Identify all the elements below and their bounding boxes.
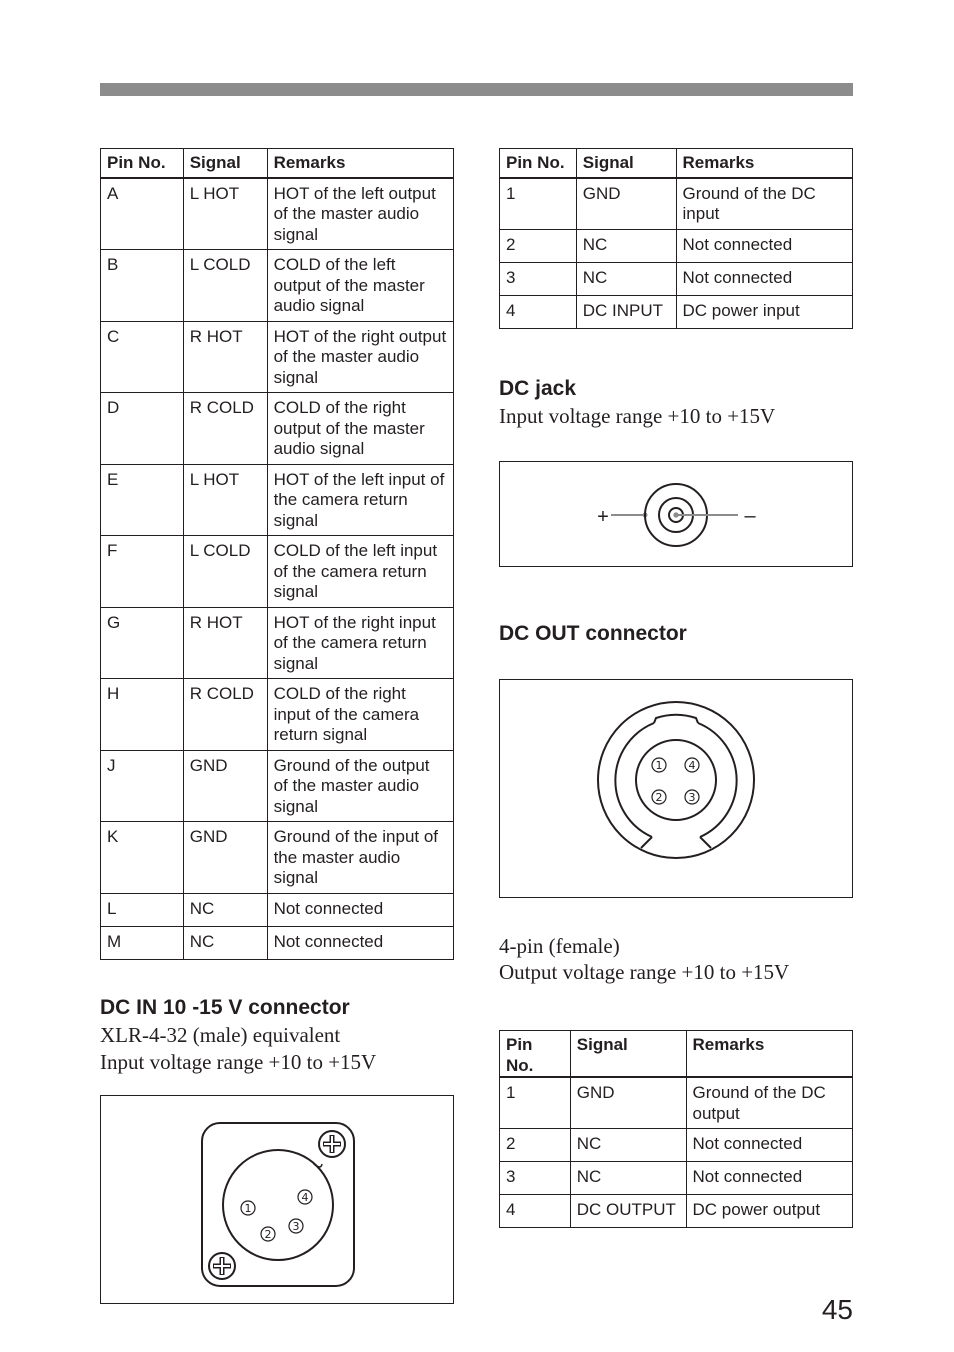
dc-jack-diagram [500,462,852,566]
dc-jack-line1: Input voltage range +10 to +15V [499,404,776,428]
remarks-cell: HOT of the left input of the camera return signal [267,464,453,536]
remarks-cell: HOT of the left output of the master audio signal [267,178,453,250]
remarks-cell: Not connected [676,229,852,262]
top-rule-bar [100,83,853,96]
pin-label: 1 [244,1202,252,1215]
header-pin: Pin No. [500,149,577,178]
dc-in-pin-table [499,148,853,329]
remarks-cell: COLD of the left output of the master audio signal [267,250,453,322]
dc-out-pin-table [499,1030,853,1228]
signal-cell: L HOT [183,178,267,250]
pin-cell: A [101,178,184,250]
table-row [101,607,454,679]
signal-cell: NC [576,229,676,262]
table-row [500,1129,853,1162]
xlr-connector-diagram [101,1096,453,1303]
pin-label: 4 [688,759,696,772]
signal-cell: NC [570,1129,686,1162]
table-row [101,679,454,751]
remarks-cell: Not connected [676,262,852,295]
remarks-cell: Not connected [267,926,453,959]
table-row [101,750,454,822]
pin-cell: M [101,926,184,959]
signal-cell: NC [183,926,267,959]
remarks-cell: Ground of the DC input [676,178,852,230]
table-row [101,250,454,322]
plus-symbol: + [597,506,609,528]
table-row [500,1162,853,1195]
table-row [500,229,853,262]
remarks-cell: Not connected [686,1129,852,1162]
signal-cell: L COLD [183,536,267,608]
signal-cell: GND [183,822,267,894]
pin-cell: 3 [500,1162,571,1195]
table-row [101,464,454,536]
pin-cell: H [101,679,184,751]
remarks-cell: DC power output [686,1195,852,1228]
pin-cell: G [101,607,184,679]
signal-cell: GND [183,750,267,822]
pin-cell: K [101,822,184,894]
header-pin: Pin No. [500,1031,571,1078]
pin-label: 3 [292,1220,300,1233]
table-row [500,1077,853,1129]
table-row [101,321,454,393]
dc-in-line1: XLR-4-32 (male) equivalent [100,1023,341,1047]
dc-in-heading: DC IN 10 -15 V connector [100,996,350,1019]
pin-label: 1 [655,759,663,772]
header-remarks: Remarks [686,1031,852,1078]
remarks-cell: Ground of the input of the master audio signal [267,822,453,894]
header-remarks: Remarks [267,149,453,178]
dc-in-line2: Input voltage range +10 to +15V [100,1050,377,1074]
dc-out-line2: Output voltage range +10 to +15V [499,960,790,984]
table-row [101,178,454,250]
pin-cell: 3 [500,262,577,295]
page-number: 45 [821,1294,853,1325]
signal-cell: L COLD [183,250,267,322]
pin-cell: 4 [500,295,577,328]
dc-out-line1: 4-pin (female) [499,934,620,958]
signal-cell: R HOT [183,321,267,393]
signal-cell: R COLD [183,393,267,465]
pin-cell: D [101,393,184,465]
pin-label: 4 [301,1191,309,1204]
remarks-cell: HOT of the right input of the camera return signal [267,607,453,679]
pin-cell: 2 [500,1129,571,1162]
pin-cell: F [101,536,184,608]
signal-cell: NC [183,893,267,926]
remarks-cell: COLD of the right output of the master audio signal [267,393,453,465]
signal-cell: GND [570,1077,686,1129]
signal-cell: NC [576,262,676,295]
audio-pin-table [100,148,454,960]
dc-in-connector-figure [100,1095,454,1304]
pin-label: 2 [264,1228,272,1241]
table-row [101,822,454,894]
pin-cell: 2 [500,229,577,262]
remarks-cell: COLD of the left input of the camera return signal [267,536,453,608]
remarks-cell: Not connected [686,1162,852,1195]
header-remarks: Remarks [676,149,852,178]
signal-cell: NC [570,1162,686,1195]
signal-cell: DC INPUT [576,295,676,328]
pin-cell: C [101,321,184,393]
remarks-cell: Ground of the output of the master audio signal [267,750,453,822]
pin-cell: 1 [500,1077,571,1129]
remarks-cell: DC power input [676,295,852,328]
remarks-cell: Not connected [267,893,453,926]
table-row [101,536,454,608]
table-row [101,393,454,465]
table-row [500,178,853,230]
signal-cell: GND [576,178,676,230]
dc-out-connector-figure [499,679,853,898]
header-pin: Pin No. [101,149,184,178]
pin-cell: 1 [500,178,577,230]
table-row [101,893,454,926]
table-row [500,1195,853,1228]
header-signal: Signal [576,149,676,178]
dc-out-heading: DC OUT connector [499,622,687,645]
pin-label: 3 [688,791,696,804]
remarks-cell: HOT of the right output of the master audio signal [267,321,453,393]
pin-label: 2 [655,791,663,804]
screw-icon [209,1253,235,1279]
pin-cell: 4 [500,1195,571,1228]
table-row [500,295,853,328]
signal-cell: DC OUTPUT [570,1195,686,1228]
table-row [101,926,454,959]
dc-jack-heading: DC jack [499,377,577,400]
screw-icon [319,1131,345,1157]
remarks-cell: COLD of the right input of the camera return signal [267,679,453,751]
table-row [500,262,853,295]
remarks-cell: Ground of the DC output [686,1077,852,1129]
pin-cell: B [101,250,184,322]
signal-cell: R HOT [183,607,267,679]
dc-jack-figure [499,461,853,567]
pin-cell: J [101,750,184,822]
pin-cell: E [101,464,184,536]
dc-out-connector-diagram [500,680,852,897]
pin-cell: L [101,893,184,926]
minus-symbol: – [744,505,756,527]
header-signal: Signal [183,149,267,178]
header-signal: Signal [570,1031,686,1078]
signal-cell: L HOT [183,464,267,536]
signal-cell: R COLD [183,679,267,751]
